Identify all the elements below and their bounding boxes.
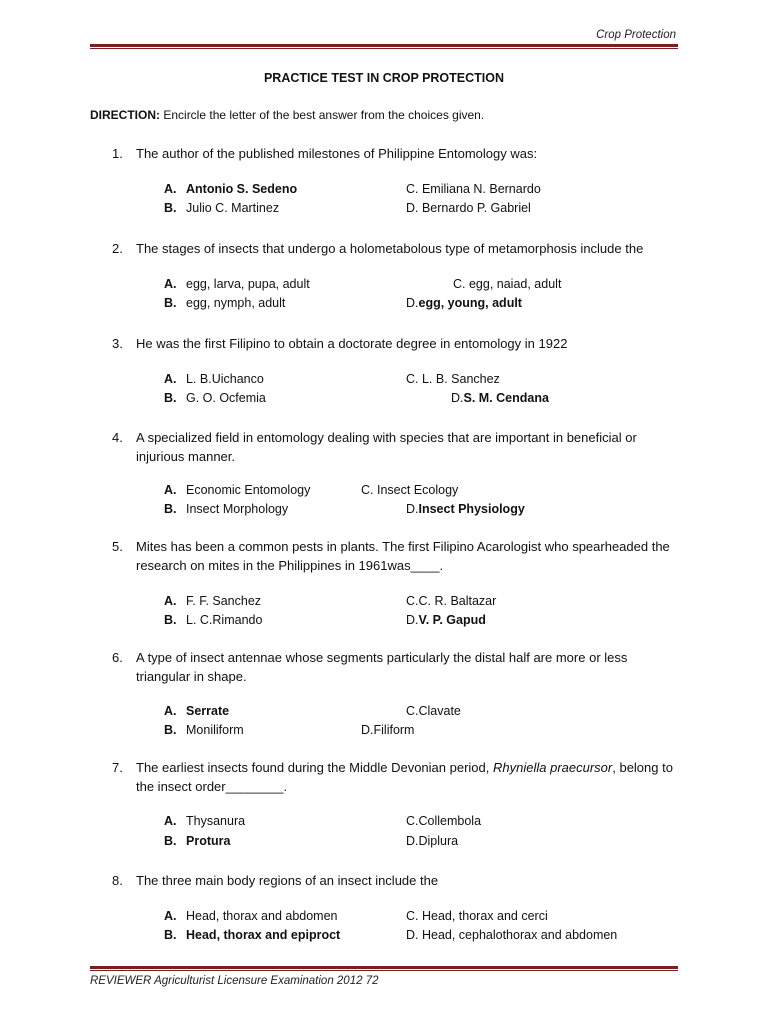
choice-c: C. Emiliana N. Bernardo — [406, 182, 541, 196]
footer-text: REVIEWER Agriculturist Licensure Examination 2012 72 — [90, 975, 379, 987]
question-number: 1. — [112, 146, 123, 161]
choice-d: D.V. P. Gapud — [406, 613, 486, 627]
question-4 — [112, 428, 682, 466]
choice-a: A. F. F. Sanchez — [164, 594, 262, 608]
choice-b: B. egg, nymph, adult — [164, 296, 286, 310]
question-stem: The author of the published milestones of Philippine Entomology was: — [136, 146, 538, 161]
header-rule — [90, 44, 678, 49]
choice-d: D. Bernardo P. Gabriel — [406, 201, 531, 215]
question-3 — [112, 334, 682, 353]
question-8 — [112, 871, 682, 890]
question-number: 3. — [112, 336, 123, 351]
question-number: 6. — [112, 650, 123, 665]
choice-c: C. Head, thorax and cerci — [406, 909, 548, 923]
question-7 — [112, 758, 682, 796]
choice-c: C.C. R. Baltazar — [406, 594, 497, 608]
choice-c: C.Collembola — [406, 814, 482, 828]
choice-b: B. G. O. Ocfemia — [164, 391, 266, 405]
question-stem: A type of insect antennae whose segments particularly the distal half are more or less triangular in shape. — [136, 650, 628, 684]
choice-d: D.Filiform — [361, 723, 415, 737]
choice-a: A. Head, thorax and abdomen — [164, 909, 338, 923]
question-stem: A specialized field in entomology dealing with species that are important in beneficial or injurious manner. — [136, 430, 637, 464]
direction — [90, 108, 484, 122]
page-title: PRACTICE TEST IN CROP PROTECTION — [263, 71, 505, 85]
choice-a: A. Antonio S. Sedeno — [164, 182, 298, 196]
choice-b: B. Moniliform — [164, 723, 244, 737]
question-number: 5. — [112, 539, 123, 554]
choice-d: D.egg, young, adult — [406, 296, 522, 310]
choice-d: D. Head, cephalothorax and abdomen — [406, 928, 618, 942]
question-number: 4. — [112, 430, 123, 445]
choice-b: B. Insect Morphology — [164, 502, 289, 516]
choice-b: B. Head, thorax and epiproct — [164, 928, 341, 942]
direction-text: Encircle the letter of the best answer from the choices given. — [163, 108, 485, 122]
header-section-label: Crop Protection — [596, 29, 676, 41]
choice-b: B. Protura — [164, 834, 231, 848]
question-2 — [112, 239, 682, 258]
choice-a: A. Economic Entomology — [164, 483, 311, 497]
question-stem: The earliest insects found during the Middle Devonian period, Rhyniella praecursor, belong to the insect order________. — [136, 760, 673, 794]
question-number: 7. — [112, 760, 123, 775]
choice-a: A. L. B.Uichanco — [164, 372, 264, 386]
question-5 — [112, 537, 682, 575]
choice-b: B. L. C.Rimando — [164, 613, 263, 627]
choice-d: D.S. M. Cendana — [451, 391, 549, 405]
choice-d: D.Diplura — [406, 834, 459, 848]
choice-d: D.Insect Physiology — [406, 502, 525, 516]
choice-a: A. egg, larva, pupa, adult — [164, 277, 310, 291]
question-stem: Mites has been a common pests in plants. The first Filipino Acarologist who spearheaded the research on mites in the Philippines in 1961was____. — [136, 539, 670, 573]
question-stem: The three main body regions of an insect include the — [136, 873, 439, 888]
question-number: 8. — [112, 873, 123, 888]
choice-c: C. Insect Ecology — [361, 483, 459, 497]
question-1 — [112, 144, 682, 163]
question-stem: The stages of insects that undergo a holometabolous type of metamorphosis include the — [136, 241, 644, 256]
choice-c: C. L. B. Sanchez — [406, 372, 500, 386]
choice-b: B. Julio C. Martinez — [164, 201, 280, 215]
choice-a: A. Thysanura — [164, 814, 246, 828]
question-stem: He was the first Filipino to obtain a doctorate degree in entomology in 1922 — [136, 336, 568, 351]
direction-label: DIRECTION: — [90, 108, 160, 122]
choice-c: C. egg, naiad, adult — [453, 277, 562, 291]
question-6 — [112, 648, 682, 686]
choice-a: A. Serrate — [164, 704, 230, 718]
choice-c: C.Clavate — [406, 704, 461, 718]
question-number: 2. — [112, 241, 123, 256]
footer-rule — [90, 966, 678, 971]
